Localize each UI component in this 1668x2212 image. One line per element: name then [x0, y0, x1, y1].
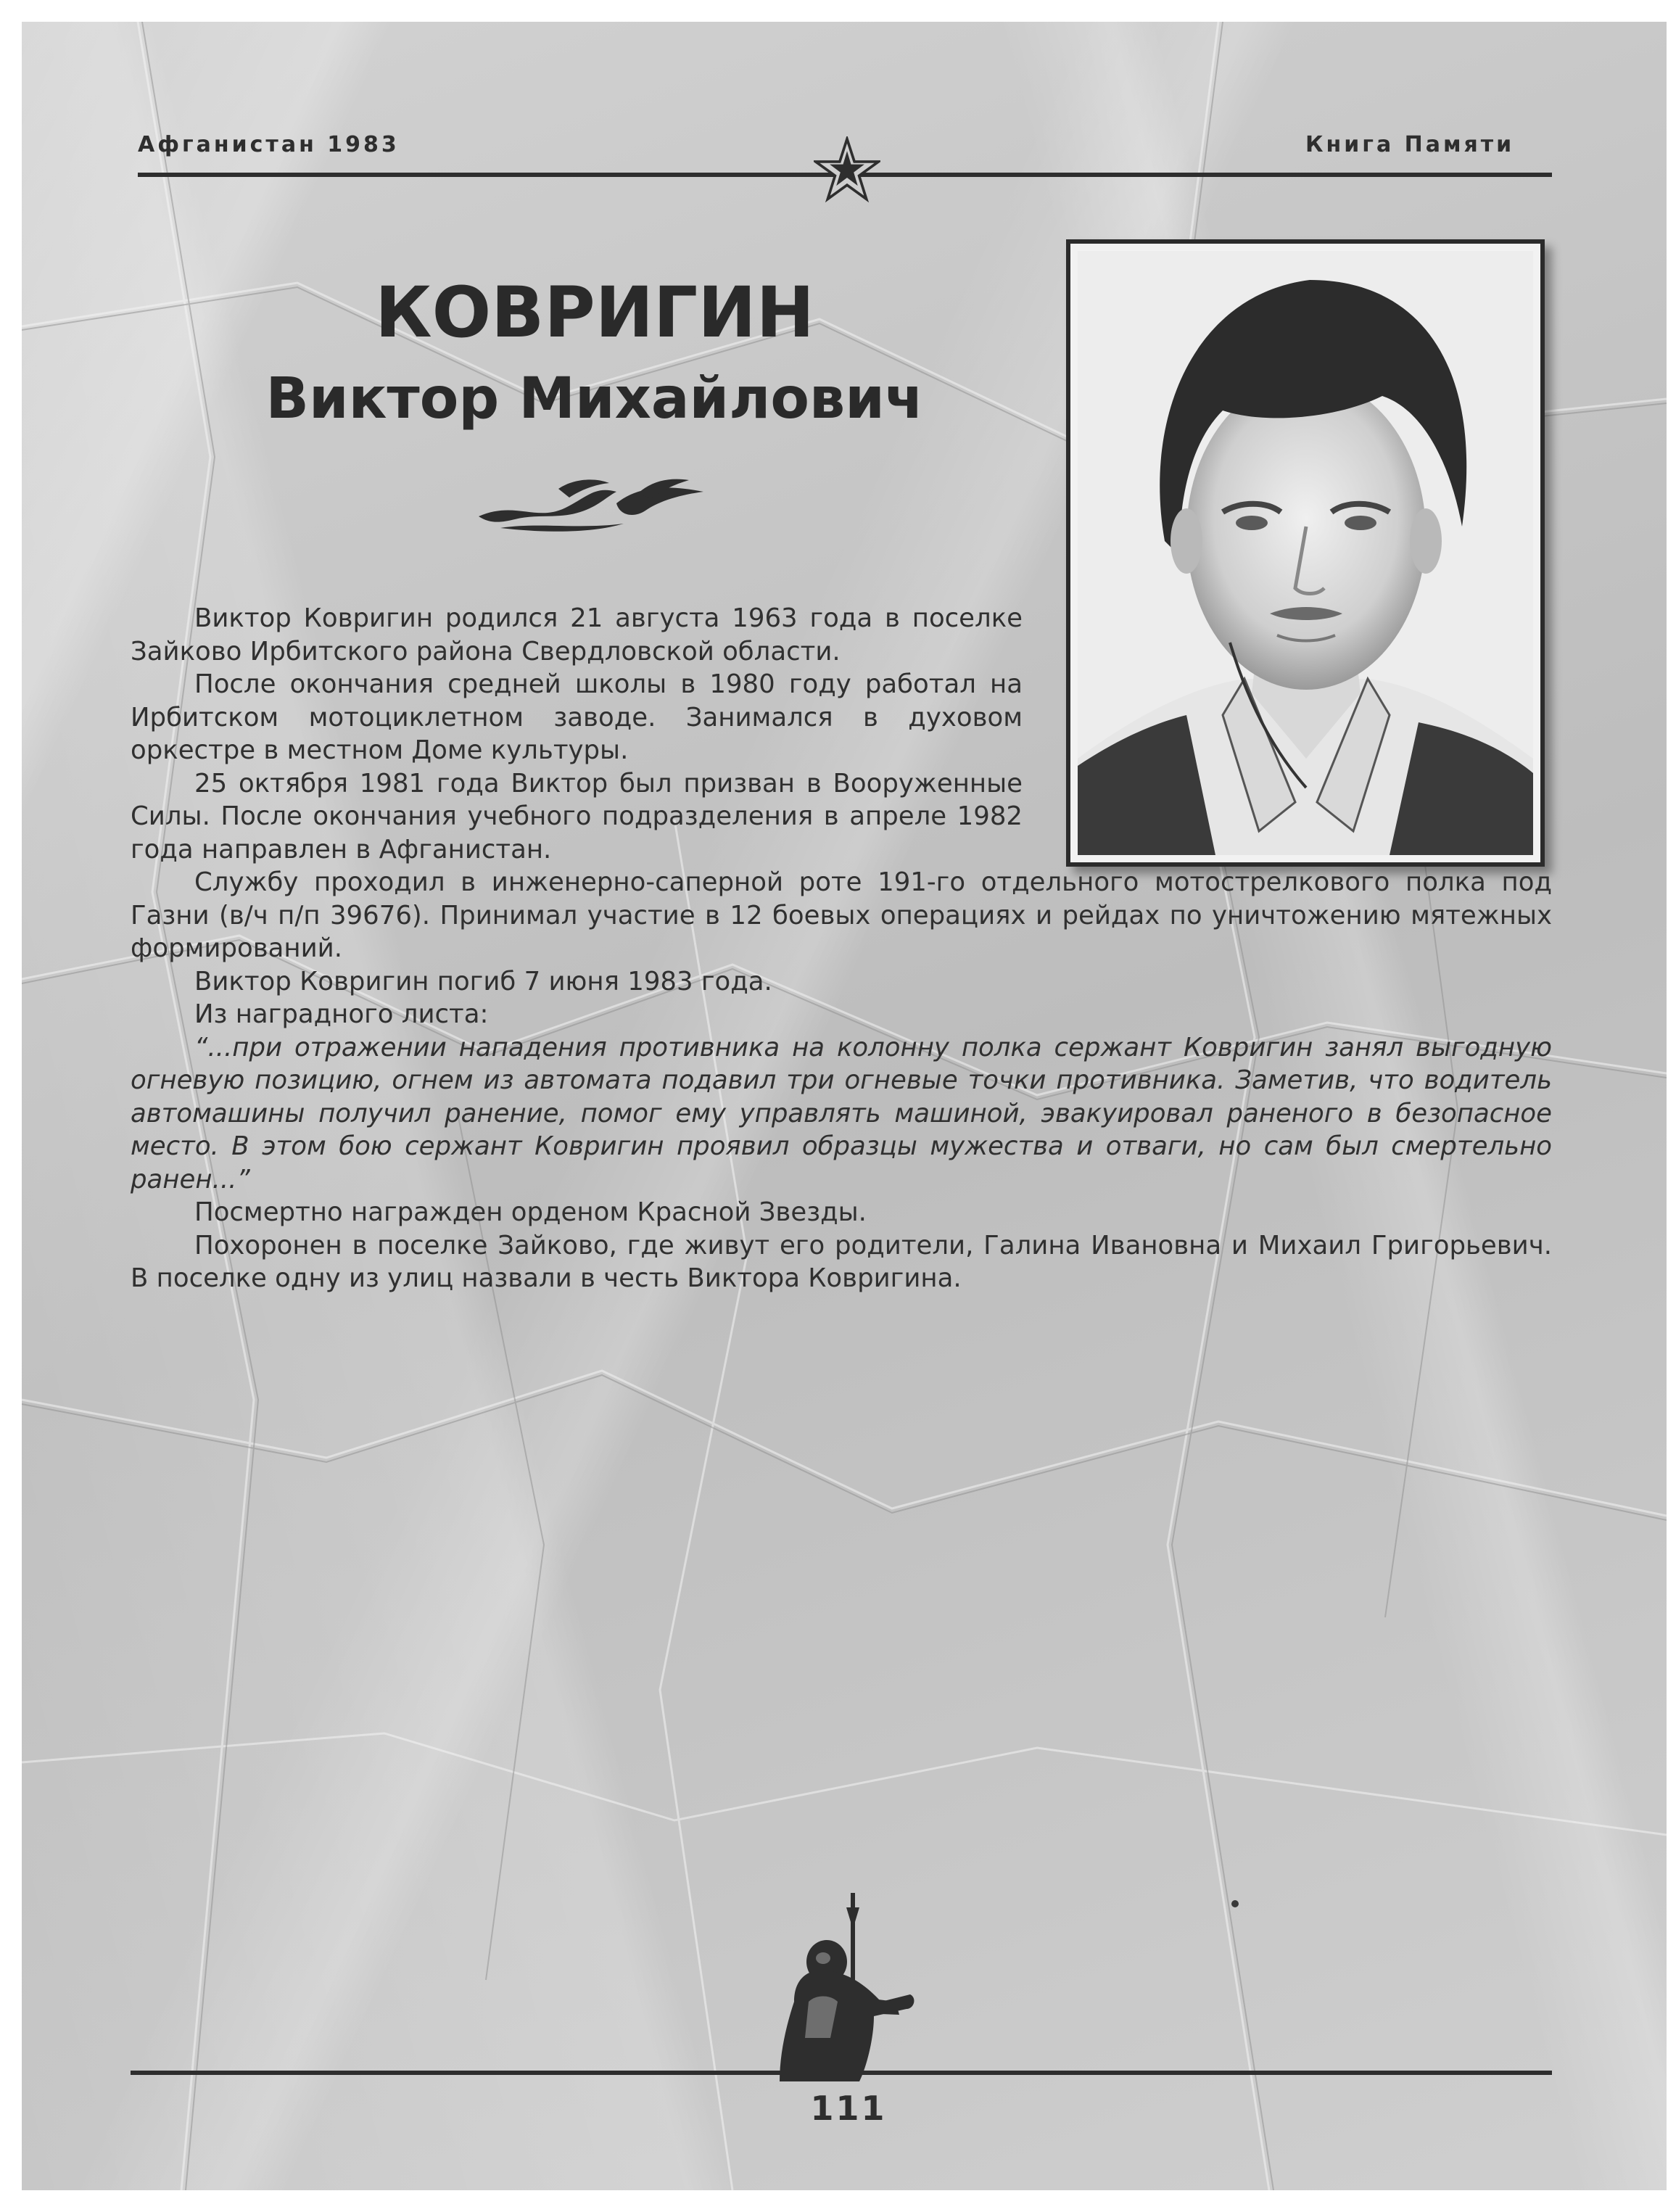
bio-paragraph: Похоронен в поселке Зайково, где живут его родители, Галина Ивановна и Михаил Григорьевич. В поселке одну из улиц назвали в честь Виктора Ковригина. — [131, 1230, 1552, 1293]
page-number: 111 — [810, 2089, 887, 2128]
person-surname: КОВРИГИН — [375, 272, 814, 353]
bio-paragraph: Посмертно награжден орденом Красной Звезды. — [194, 1197, 867, 1227]
paper-speck — [1231, 1900, 1239, 1907]
star-icon — [814, 136, 880, 203]
header-book-year: Афганистан 1983 — [138, 132, 400, 157]
paper-sheet — [22, 22, 1667, 2190]
header-book-title: Книга Памяти — [1305, 132, 1515, 157]
ornament-icon — [471, 471, 718, 537]
bio-paragraph: Из наградного листа: — [194, 999, 489, 1029]
soldier-monument-icon — [765, 1893, 932, 2085]
bio-paragraph: Виктор Ковригин погиб 7 июня 1983 года. — [194, 966, 772, 996]
footer-divider — [131, 2071, 1552, 2075]
bio-paragraph: Службу проходил в инженерно-саперной роте 191-го отдельного мотострелкового полка под Газни (в/ч п/п 39676). Принимал участие в 12 боевых операциях и рейдах по уничтожению мятежных формирований. — [131, 867, 1552, 963]
award-citation-quote: “...при отражении нападения противника на колонну полка сержант Ковригин занял выгодную огневую позицию, огнем из автомата подавил три огневые точки противника. Заметив, что водитель автомашины получил ранение, помог ему управлять машиной, эвакуировал раненого в безопасное место. В этом бою сержант Ковригин проявил образцы мужества и отваги, но сам был смертельно ранен...” — [131, 1032, 1552, 1194]
biography — [131, 602, 1552, 1295]
person-given-names: Виктор Михайлович — [265, 366, 924, 432]
bio-paragraph: После окончания средней школы в 1980 году работал на Ирбитском мотоциклетном заводе. Занимался в духовом оркестре в местном Доме культуры. — [131, 669, 1023, 765]
bio-paragraph: 25 октября 1981 года Виктор был призван в Вооруженные Силы. После окончания учебного подразделения в апреле 1982 года направлен в Афганистан. — [131, 768, 1023, 864]
bio-paragraph: Виктор Ковригин родился 21 августа 1963 года в поселке Зайково Ирбитского района Свердловской области. — [131, 603, 1023, 667]
